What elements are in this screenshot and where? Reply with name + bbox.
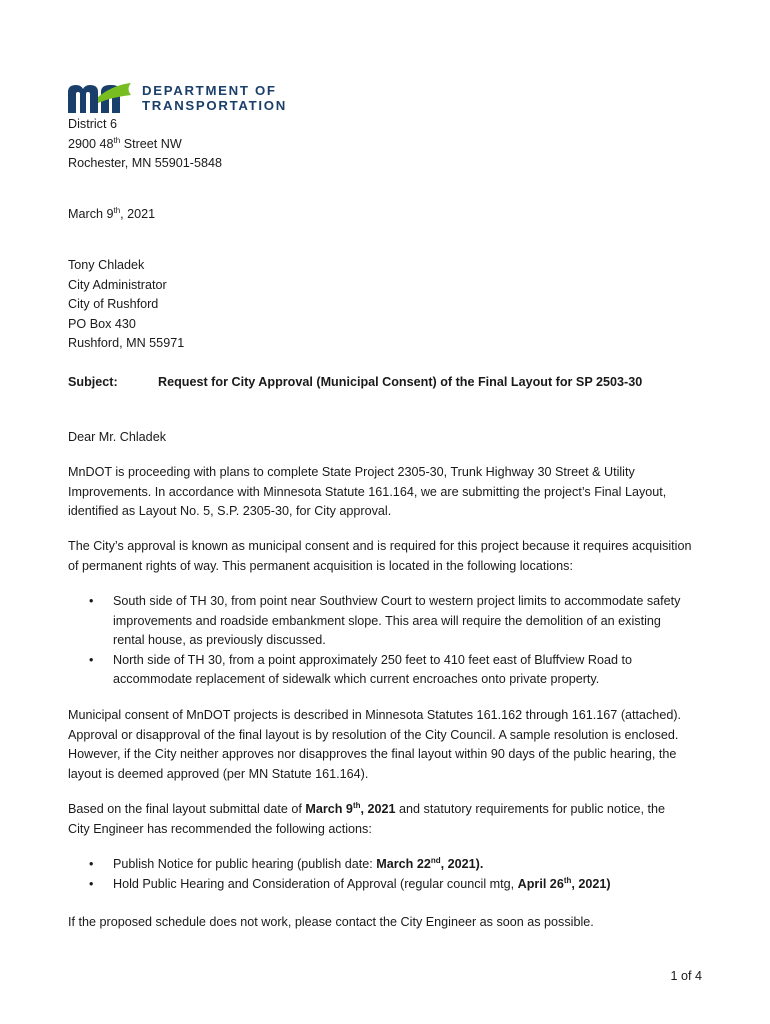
sender-address — [68, 115, 708, 174]
recipient-po-box: PO Box 430 — [68, 316, 136, 331]
subject-label: Subject: — [68, 375, 118, 389]
sender-street: 2900 48th Street NW — [68, 135, 182, 151]
bullet-icon: • — [89, 652, 94, 667]
paragraph-3: Municipal consent of MnDOT projects is described in Minnesota Statutes 161.162 through 161.167 (attached). Approval or disapproval of the final layout is by resolution of the City Council. A sample resolution is enclosed. However, if the City neither approves nor disapproves the final layout within 90 days of the public hearing, the layout is deemed approved (per MN Statute 161.164). — [68, 708, 682, 781]
salutation: Dear Mr. Chladek — [68, 430, 166, 444]
recipient-address — [68, 256, 708, 354]
recipient-name: Tony Chladek — [68, 258, 145, 272]
action-list — [68, 855, 708, 894]
recipient-org: City of Rushford — [68, 297, 159, 311]
list-item: • South side of TH 30, from point near Southview Court to western project limits to accommodate safety improvements and roadside embankment slope. This area will require the demolition of an existing rental house, as previously discussed. — [89, 594, 681, 647]
page-number: 1 of 4 — [670, 969, 702, 983]
bullet-icon: • — [89, 594, 94, 608]
recipient-title: City Administrator — [68, 277, 167, 292]
paragraph-2: The City’s approval is known as municipal consent and is required for this project because it requires acquisition of permanent rights of way. This permanent acquisition is located in the following locations: — [68, 539, 692, 573]
paragraph-4: Based on the final layout submittal date of March 9th, 2021 and statutory requirements for public notice, the City Engineer has recommended the following actions: — [68, 800, 666, 836]
logo-line-1: DEPARTMENT OF — [142, 83, 277, 98]
mndot-logo — [68, 83, 287, 113]
sender-city: Rochester, MN 55901-5848 — [68, 156, 223, 170]
list-item: • Publish Notice for public hearing (publish date: March 22nd, 2021). — [68, 855, 708, 875]
bullet-icon: • — [89, 857, 94, 871]
mn-logo-icon — [68, 83, 132, 113]
bullet-icon: • — [89, 876, 94, 891]
paragraph-1: MnDOT is proceeding with plans to complete State Project 2305-30, Trunk Highway 30 Street & Utility Improvements. In accordance with Minnesota Statute 161.164, we are submitting the project’s Final Layout, identified as Layout No. 5, S.P. 2305-30, for City approval. — [68, 465, 667, 518]
paragraph-5: If the proposed schedule does not work, please contact the City Engineer as soon as possible. — [68, 915, 594, 929]
list-item: • North side of TH 30, from a point approximately 250 feet to 410 feet east of Bluffview Road to accommodate replacement of sidewalk which current encroaches onto private property. — [89, 652, 632, 686]
logo-line-2: TRANSPORTATION — [142, 98, 287, 113]
sender-district: District 6 — [68, 117, 117, 131]
acquisition-list — [68, 592, 708, 690]
letter-date: March 9th, 2021 — [68, 205, 156, 221]
list-item: • Hold Public Hearing and Consideration of Approval (regular council mtg, April 26th, 2021) — [68, 875, 708, 895]
subject-text: Request for City Approval (Municipal Consent) of the Final Layout for SP 2503-30 — [158, 375, 643, 389]
recipient-city: Rushford, MN 55971 — [68, 336, 185, 350]
